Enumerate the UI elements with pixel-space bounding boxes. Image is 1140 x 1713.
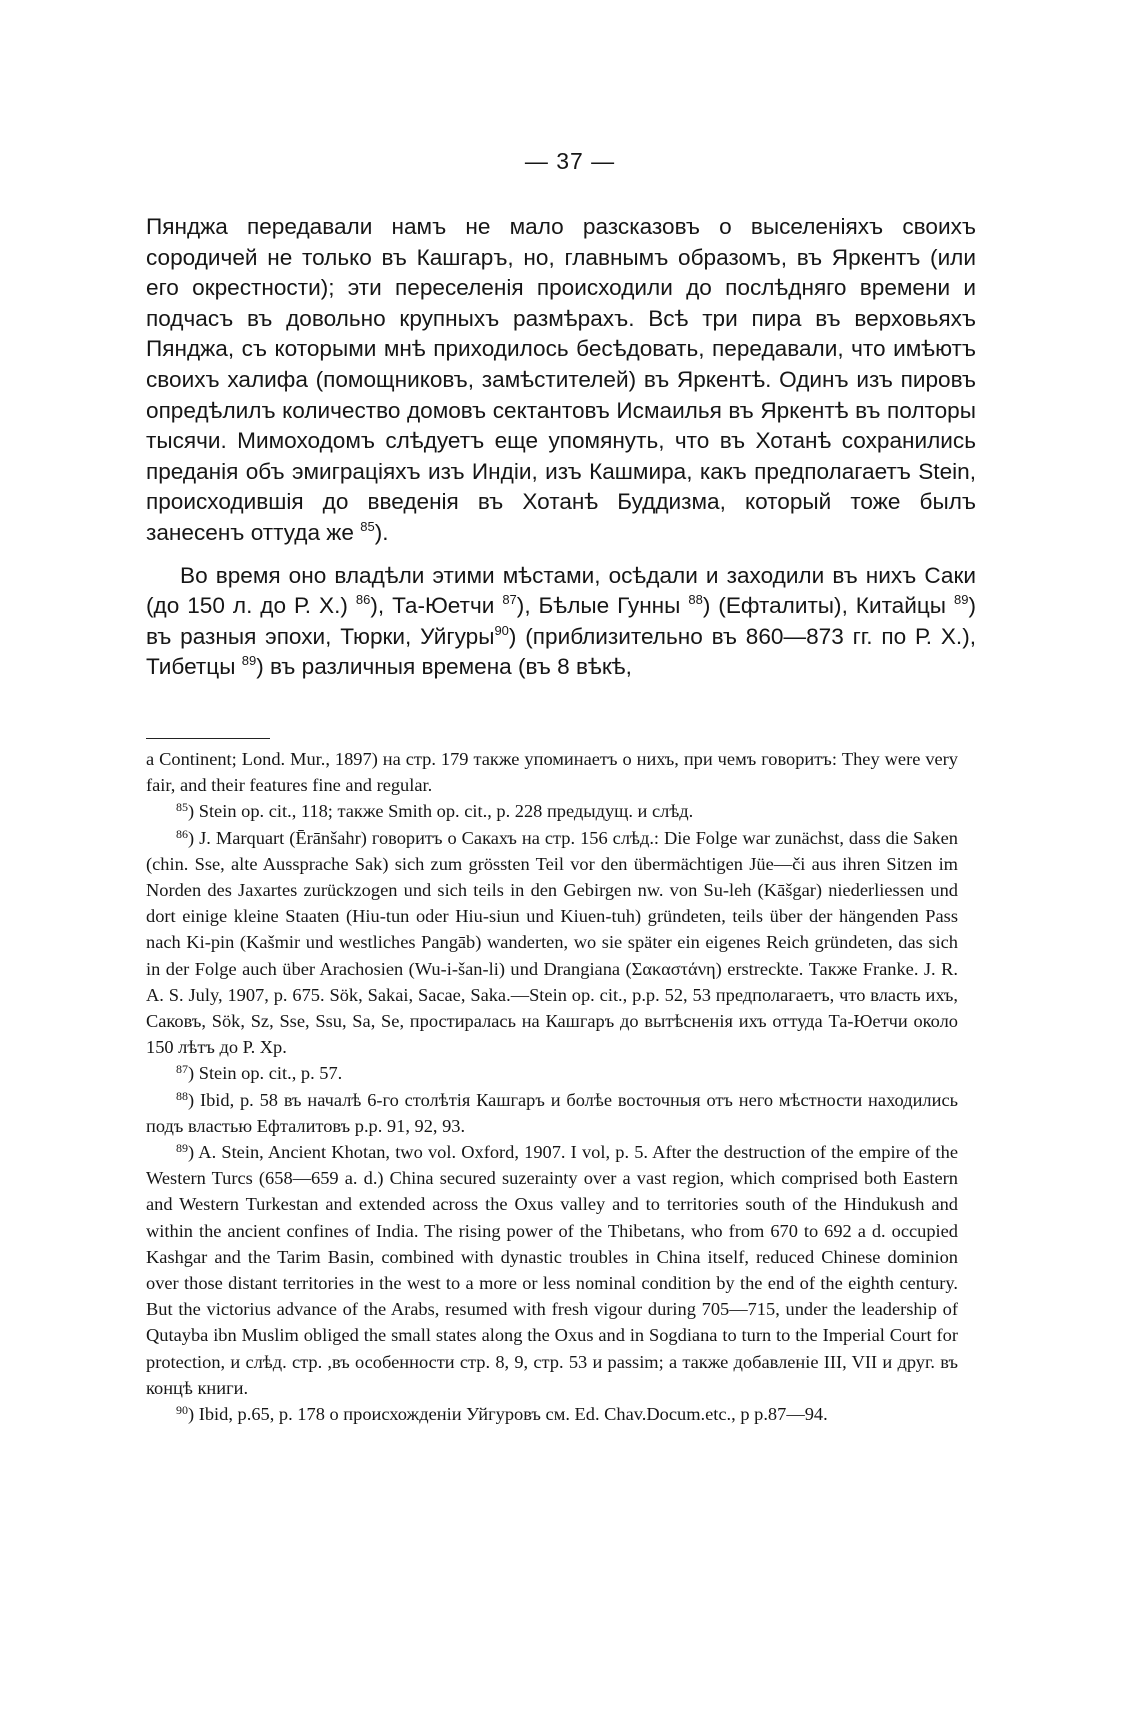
footnote-ref: 86: [355, 592, 371, 608]
footnotes: [146, 746, 958, 1427]
footnote-ref: 87: [502, 592, 517, 608]
paragraph-text: ) въ различныя времена (въ 8 вѣкѣ,: [256, 654, 632, 680]
main-paragraph-2: [146, 561, 976, 683]
footnote-ref: 89: [241, 653, 257, 669]
footnote-86: [146, 825, 958, 1061]
footnote-text: ) Stein op. cit., 118; также Smith op. cit., p. 228 предыдущ. и слѣд.: [188, 801, 694, 822]
paragraph-text: ).: [374, 519, 389, 545]
footnote-text: ) Stein op. cit., p. 57.: [188, 1063, 343, 1084]
paragraph-text: ) (Ефталиты), Китайцы: [702, 593, 947, 619]
footnote-number: 88: [176, 1088, 188, 1103]
footnote-text: ) Ibid, p.65, p. 178 о происхожденіи Уйгуровъ см. Ed. Chav.Docum.etc., p p.87—94.: [188, 1404, 828, 1425]
footnote-text: ) A. Stein, Ancient Khotan, two vol. Oxford, 1907. I vol, p. 5. After the destruction of the empire of the Western Turcs (658—659 a. d.) China secured suzerainty over a vast region, which comprised both Eastern and Western Turkestan and extended across the Oxus valley and to territories south of the Hindukush and within the ancient confines of India. The rising power of the Thibetans, who from 670 to 692 a d. occupied Kashgar and the Tarim Basin, combined with dynastic troubles in China itself, reduced Chinese dominion over those distant territories in the west to a more or less nominal condition by the end of the eighth century. But the victorius advance of the Arabs, resumed with fresh vigour during 705—715, under the leadership of Qutayba ibn Muslim obliged the small states along the Oxus and in Sogdiana to turn to the Imperial Court for protection, и слѣд. стр. ,въ особенности стр. 8, 9, стр. 53 и passim; а также добавленіе III, VII и друг. въ концѣ книги.: [146, 1142, 958, 1398]
footnote-ref: 88: [688, 592, 703, 608]
footnote-ref: 89: [954, 592, 969, 608]
footnote-ref: 85: [360, 518, 375, 534]
paragraph-text: ), Бѣлые Гунны: [516, 593, 681, 619]
footnote-90: [146, 1401, 958, 1427]
footnote-88: [146, 1087, 958, 1139]
footnote-number: 89: [176, 1141, 188, 1156]
footnote-89: [146, 1139, 958, 1401]
footnote-text: ) J. Marquart (Ērānšahr) говоритъ о Сакахъ на стр. 156 слѣд.: Die Folge war zunächst, dass die Saken (chin. Sse, alte Aussprache Sak) sich zum grössten Teil vor den übermächtigen Jüe—či aus ihren Sitzen im Norden des Jaxartes zurückzogen und sich teils in den Gebirgen nw. von Su-leh (Kāšgar) niederliessen und dort einige kleine Staaten (Hiu-tun oder Hiu-siun und Kiuen-tuh) gründeten, teils über der hängenden Pass nach Ki-pin (Kašmir und westliches Pangāb) wanderten, wo sie später ein eigenes Reich gründeten, das sich in der Folge auch über Arachosien (Wu-i-šan-li) und Drangiana (Σακαστάνη) erstreckte. Также Franke. J. R. A. S. July, 1907, p. 675. Sök, Sakai, Sacae, Saka.—Stein op. cit., p.p. 52, 53 предполагаетъ, что власть ихъ, Саковъ, Sök, Sz, Sse, Ssu, Sa, Se, простиралась на Кашгаръ до вытѣсненія ихъ оттуда Та-Юетчи около 150 лѣтъ до Р. Хр.: [146, 827, 958, 1058]
paragraph-text: ) (приблизительно въ 860—873 гг. по Р. Х.), Тибетцы: [146, 623, 976, 680]
footnote-divider: [146, 738, 270, 739]
footnote-continuation: a Continent; Lond. Mur., 1897) на стр. 179 также упоминаетъ о нихъ, при чемъ говоритъ: They were very fair, and their features fine and regular.: [146, 749, 958, 796]
footnote-87: [146, 1060, 958, 1086]
paragraph-text: ) въ разныя эпохи, Тюрки, Уйгуры: [146, 593, 977, 649]
page-number: — 37 —: [524, 148, 616, 174]
paragraph-text: ), Та-Юетчи: [370, 593, 495, 619]
footnote-number: 85: [176, 800, 188, 815]
footnote-text: ) Ibid, p. 58 въ началѣ 6-го столѣтія Кашгаръ и болѣе восточныя отъ него мѣстности находились подъ властью Ефталитовъ p.p. 91, 92, 93.: [146, 1089, 958, 1136]
main-paragraph-1: [146, 212, 976, 549]
footnote-85: [146, 798, 958, 824]
footnote-number: 87: [176, 1062, 188, 1077]
paragraph-text: Во время оно владѣли этими мѣстами, осѣдали и заходили въ нихъ Саки (до 150 л. до Р. Х.): [146, 562, 976, 619]
paragraph-text: Пянджа передавали намъ не мало разсказовъ о выселеніяхъ своихъ сородичей не только въ Кашгаръ, но, главнымъ образомъ, въ Яркентъ (или его окрестности); эти переселенія происходили до послѣдняго времени и подчасъ въ довольно крупныхъ размѣрахъ. Всѣ три пира въ верховьяхъ Пянджа, съ которыми мнѣ приходилось бесѣдовать, передавали, что имѣютъ своихъ халифа (помощниковъ, замѣстителей) въ Яркентѣ. Одинъ изъ пировъ опредѣлилъ количество домовъ сектантовъ Исмаилья въ Яркентѣ въ полторы тысячи. Мимоходомъ слѣдуетъ еще упомянуть, что въ Хотанѣ сохранились преданія объ эмиграціяхъ изъ Индіи, изъ Кашмира, какъ предполагаетъ Stein, происходившія до введенія въ Хотанѣ Буддизма, который тоже былъ занесенъ оттуда же: [146, 214, 976, 545]
footnote-number: 90: [176, 1403, 188, 1418]
main-text: [146, 212, 976, 683]
footnote-ref: 90: [494, 622, 509, 638]
footnote-number: 86: [176, 826, 188, 841]
